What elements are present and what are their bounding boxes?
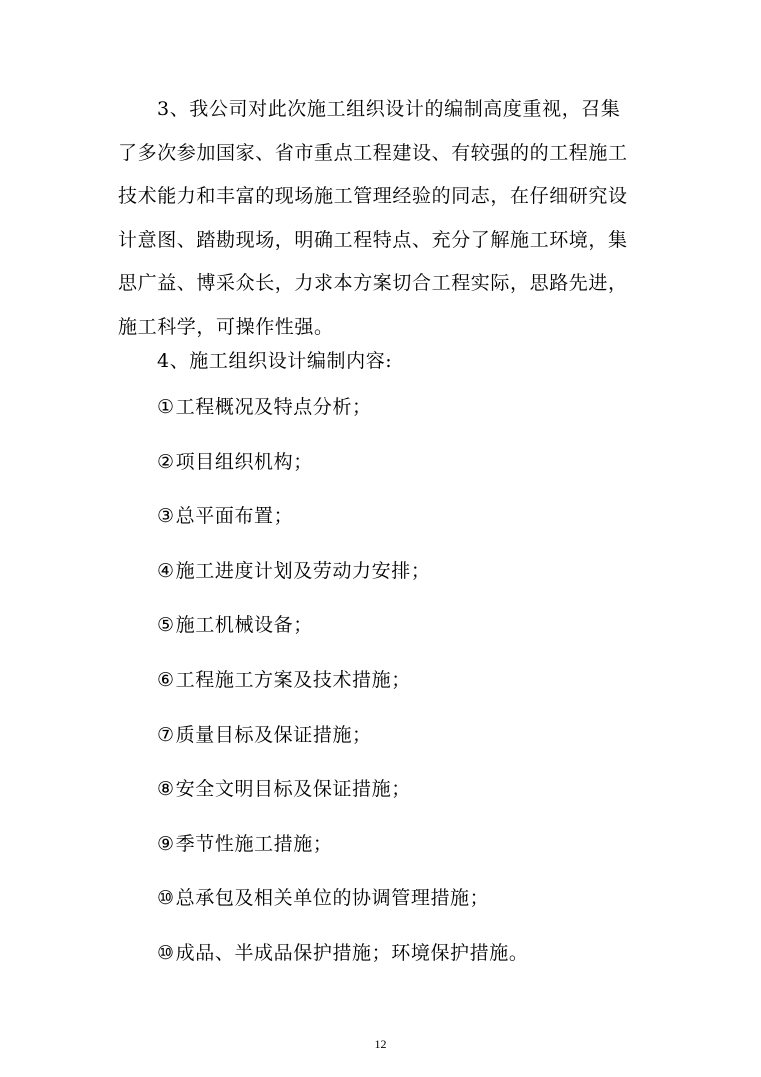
paragraph-4-heading: 4、施工组织设计编制内容:: [157, 350, 393, 372]
item-number: ⑧: [157, 778, 175, 800]
item-number: ⑩: [157, 942, 175, 964]
list-item: [157, 502, 293, 530]
list-item: [157, 557, 430, 585]
item-text: 安全文明目标及保证措施；: [175, 778, 411, 800]
list-item: [157, 393, 372, 421]
list-item: [157, 830, 332, 858]
item-text: 成品、半成品保护措施；环境保护措施。: [175, 942, 529, 964]
page-number: 12: [374, 1037, 387, 1051]
item-number: ②: [157, 451, 175, 473]
item-number: ⑥: [157, 669, 175, 691]
list-item: [157, 666, 411, 694]
item-number: ⑨: [157, 833, 175, 855]
item-number: ①: [157, 396, 175, 418]
item-text: 施工进度计划及劳动力安排；: [175, 560, 431, 582]
item-text: 工程施工方案及技术措施；: [175, 669, 411, 691]
list-item: [157, 721, 372, 749]
item-number: ⑤: [157, 614, 175, 636]
item-number: ⑩: [157, 887, 175, 909]
item-text: 项目组织机构；: [175, 451, 313, 473]
list-item: [157, 611, 313, 639]
list-item: [157, 939, 528, 967]
list-item: [157, 775, 411, 803]
item-text: 总承包及相关单位的协调管理措施；: [175, 887, 490, 909]
item-text: 质量目标及保证措施；: [175, 724, 372, 746]
item-text: 施工机械设备；: [175, 614, 313, 636]
item-number: ④: [157, 560, 175, 582]
paragraph-3: 3、我公司对此次施工组织设计的编制高度重视，召集了多次参加国家、省市重点工程建设、有较强的的工程施工技术能力和丰富的现场施工管理经验的同志，在仔细研究设计意图、踏勘现场，明确工程特点、充分了解施工环境，集思广益、博采众长，力求本方案切合工程实际，思路先进，施工科学，可操作性强。: [118, 98, 628, 338]
item-text: 总平面布置；: [175, 505, 294, 527]
list-item: [157, 884, 489, 912]
item-number: ⑦: [157, 724, 175, 746]
item-text: 工程概况及特点分析；: [175, 396, 372, 418]
item-number: ③: [157, 505, 175, 527]
item-text: 季节性施工措施；: [175, 833, 333, 855]
list-item: [157, 448, 313, 476]
